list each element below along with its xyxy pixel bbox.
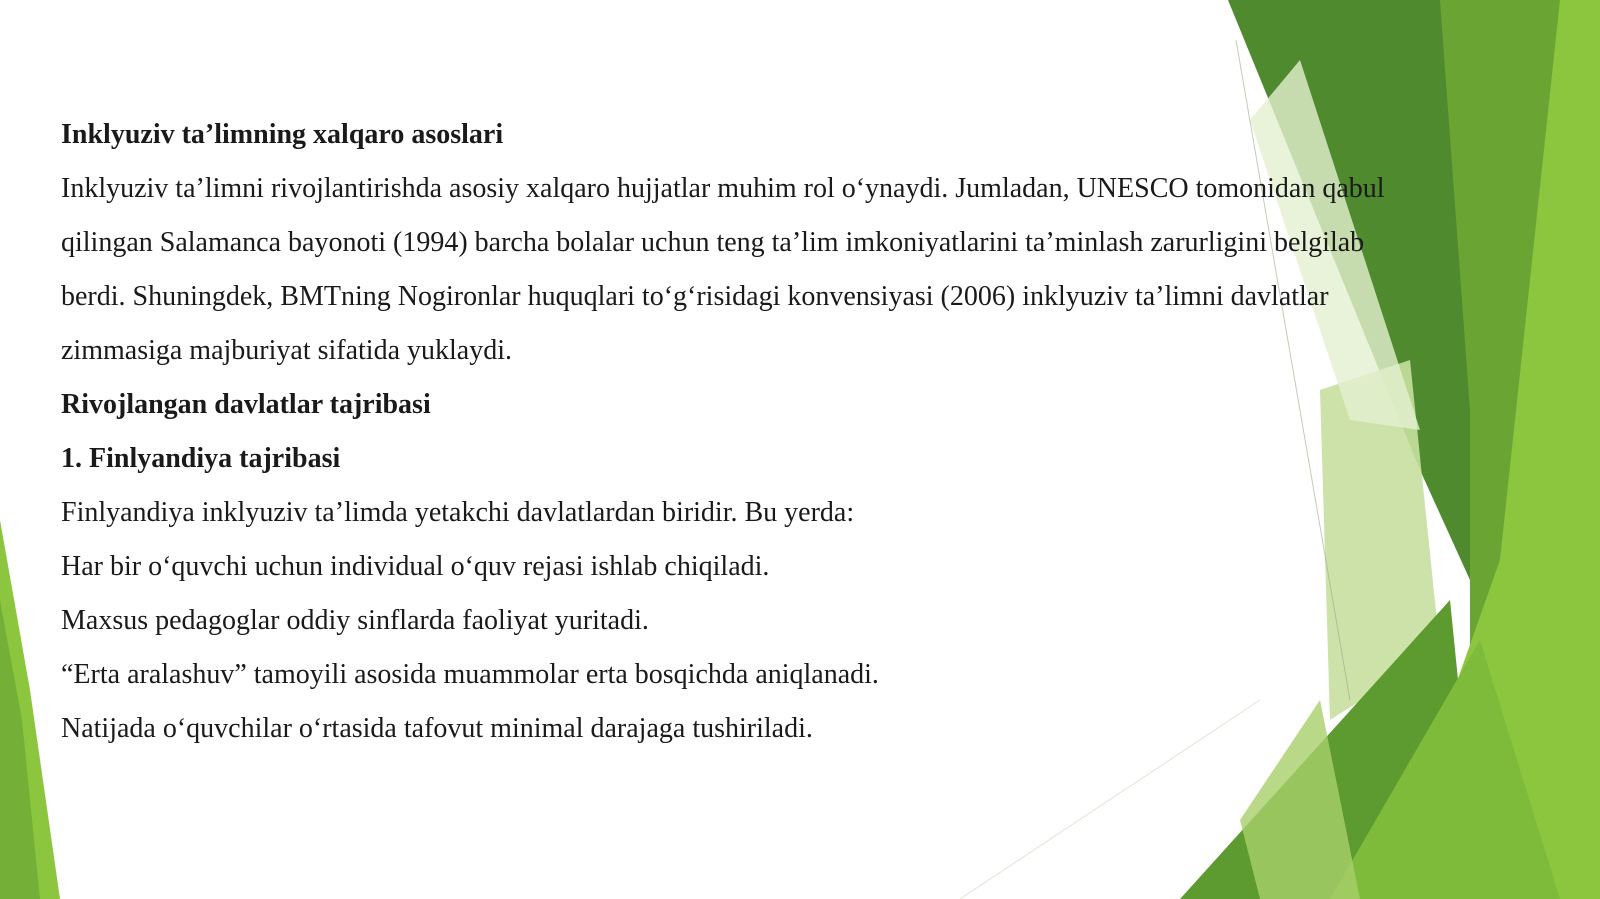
- finland-point-1: Har bir o‘quvchi uchun individual o‘quv rejasi ishlab chiqiladi.: [61, 551, 770, 582]
- finland-point-2: Maxsus pedagoglar oddiy sinflarda faoliyat yuritadi.: [61, 605, 649, 636]
- paragraph-line-4: zimmasiga majburiyat sifatida yuklaydi.: [61, 335, 512, 366]
- paragraph-line-1: Inklyuziv ta’limni rivojlantirishda asosiy xalqaro hujjatlar muhim rol o‘ynaydi. Jumladan, UNESCO tomonidan qabul: [61, 173, 1385, 204]
- section-heading-developed-countries: Rivojlangan davlatlar tajribasi: [61, 389, 431, 420]
- section-heading-international: Inklyuziv ta’limning xalqaro asoslari: [61, 119, 504, 150]
- finland-point-4: Natijada o‘quvchilar o‘rtasida tafovut minimal darajaga tushiriladi.: [61, 713, 813, 744]
- paragraph-line-3: berdi. Shuningdek, BMTning Nogironlar huquqlari to‘g‘risidagi konvensiyasi (2006) inklyuziv ta’limni davlatlar: [61, 281, 1329, 312]
- slide-content: [61, 108, 1501, 756]
- finland-intro: Finlyandiya inklyuziv ta’limda yetakchi davlatlardan biridir. Bu yerda:: [61, 497, 855, 528]
- finland-point-3: “Erta aralashuv” tamoyili asosida muammolar erta bosqichda aniqlanadi.: [61, 659, 879, 690]
- paragraph-line-2: qilingan Salamanca bayonoti (1994) barcha bolalar uchun teng ta’lim imkoniyatlarini ta’minlash zarurligini belgilab: [61, 227, 1365, 258]
- section-heading-finland: 1. Finlyandiya tajribasi: [61, 443, 341, 474]
